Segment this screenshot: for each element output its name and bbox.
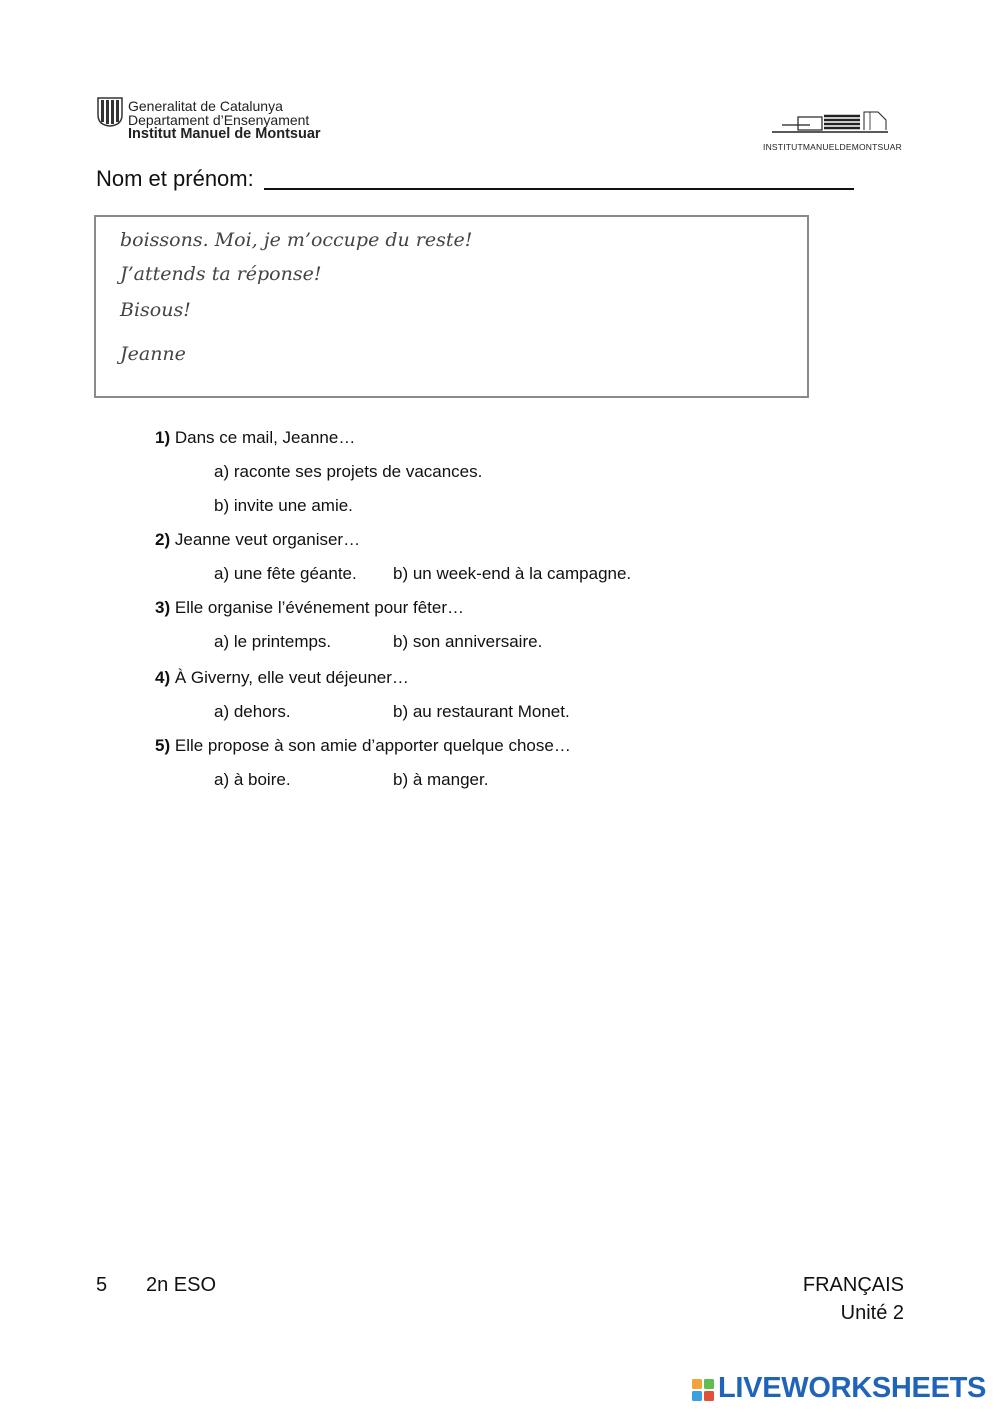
- question-5: [155, 736, 571, 756]
- subject: FRANÇAIS: [802, 1274, 904, 1296]
- option-3b[interactable]: b) son anniversaire.: [393, 632, 543, 651]
- question-number: 5): [155, 736, 171, 755]
- unit: Unité 2: [840, 1302, 904, 1324]
- question-number: 2): [155, 530, 171, 549]
- option-4b[interactable]: b) au restaurant Monet.: [393, 702, 570, 721]
- generalitat-emblem-icon: [97, 97, 123, 127]
- question-number: 1): [155, 428, 171, 447]
- question-number: 3): [155, 598, 171, 617]
- question-text: À Giverny, elle veut déjeuner…: [174, 668, 409, 687]
- question-4: [155, 668, 409, 688]
- course-level: 2n ESO: [146, 1274, 217, 1296]
- option-1a[interactable]: a) raconte ses projets de vacances.: [214, 462, 483, 481]
- option-5a[interactable]: a) à boire.: [214, 770, 291, 789]
- question-3: [155, 598, 464, 618]
- name-answer-line[interactable]: [264, 188, 854, 190]
- question-1: [155, 428, 355, 448]
- letter-line-2: J’attends ta réponse!: [120, 263, 322, 285]
- question-2: [155, 530, 360, 550]
- letter-line-3: Bisous!: [120, 299, 191, 321]
- question-text: Jeanne veut organiser…: [174, 530, 361, 549]
- institute-logo-caption: INSTITUTMANUELDEMONTSUAR: [763, 142, 902, 152]
- generalitat-name: Generalitat de Catalunya: [128, 98, 283, 114]
- question-text: Elle propose à son amie d’apporter quelque chose…: [174, 736, 571, 755]
- option-4a[interactable]: a) dehors.: [214, 702, 291, 721]
- option-3a[interactable]: a) le printemps.: [214, 632, 332, 651]
- liveworksheets-brand: LIVEWORKSHEETS: [718, 1372, 987, 1404]
- question-text: Dans ce mail, Jeanne…: [174, 428, 356, 447]
- option-2a[interactable]: a) une fête géante.: [214, 564, 357, 583]
- department-name: Departament d’Ensenyament: [128, 112, 310, 128]
- letter-box: [94, 215, 809, 398]
- page-number: 5: [96, 1274, 108, 1296]
- option-2b[interactable]: b) un week-end à la campagne.: [393, 564, 632, 583]
- question-text: Elle organise l’événement pour fêter…: [174, 598, 465, 617]
- letter-line-1: boissons. Moi, je m’occupe du reste!: [120, 229, 473, 251]
- option-1b[interactable]: b) invite une amie.: [214, 496, 353, 515]
- name-label: Nom et prénom:: [96, 166, 254, 191]
- generalitat-header: [128, 99, 321, 141]
- letter-signature: Jeanne: [120, 343, 186, 365]
- institute-name: Institut Manuel de Montsuar: [128, 126, 321, 142]
- liveworksheets-logo-icon: [692, 1379, 714, 1401]
- option-5b[interactable]: b) à manger.: [393, 770, 489, 789]
- question-number: 4): [155, 668, 171, 687]
